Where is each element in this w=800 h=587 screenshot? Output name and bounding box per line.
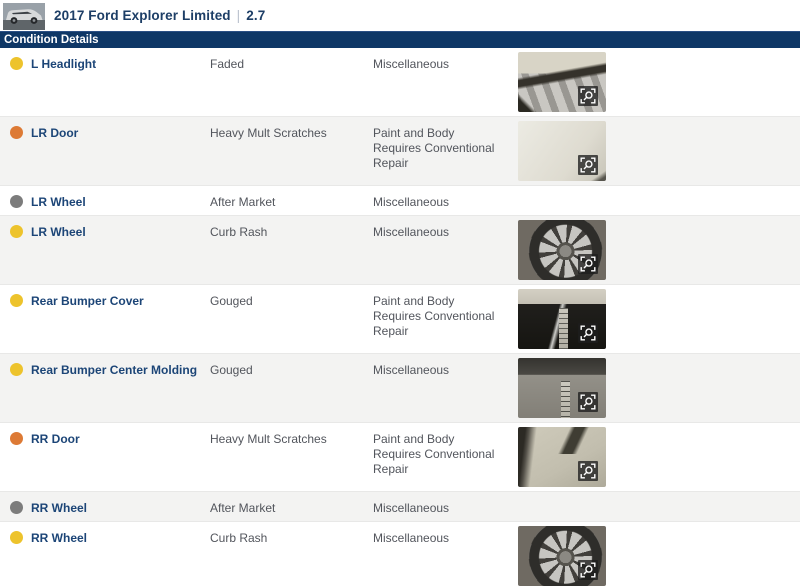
repair-type: Miscellaneous: [373, 57, 450, 71]
magnifier-icon[interactable]: [578, 461, 598, 481]
part-name-link[interactable]: RR Wheel: [31, 531, 88, 545]
damage-photo-thumbnail[interactable]: [518, 358, 606, 418]
magnifier-icon[interactable]: [578, 323, 598, 343]
part-name-link[interactable]: L Headlight: [31, 57, 97, 71]
repair-type: Miscellaneous: [373, 501, 450, 515]
condition-row: [0, 422, 800, 491]
condition-row: [0, 284, 800, 353]
section-header-bar: [0, 31, 800, 48]
damage-description: After Market: [210, 501, 276, 515]
severity-dot-icon-gray: [10, 501, 23, 514]
photo-cell: [518, 186, 606, 194]
severity-dot-icon-yellow: [10, 531, 23, 544]
repair-type: Paint and Body Requires Conventional Repair: [373, 294, 495, 338]
title-separator: |: [236, 8, 241, 23]
repair-type: Miscellaneous: [373, 531, 450, 545]
condition-row: [0, 491, 800, 521]
damage-description: After Market: [210, 195, 276, 209]
magnifier-icon[interactable]: [578, 392, 598, 412]
vehicle-title-text: 2017 Ford Explorer Limited: [54, 8, 231, 23]
photo-cell: [518, 492, 606, 500]
part-name-link[interactable]: LR Wheel: [31, 225, 86, 239]
photo-cell: [518, 48, 606, 116]
repair-type: Paint and Body Requires Conventional Repair: [373, 432, 495, 476]
magnifier-icon[interactable]: [578, 86, 598, 106]
damage-description: Gouged: [210, 294, 253, 308]
condition-rows-list: [0, 48, 800, 587]
condition-row: [0, 353, 800, 422]
part-name-link[interactable]: RR Door: [31, 432, 80, 446]
photo-cell: [518, 117, 606, 185]
damage-photo-thumbnail[interactable]: [518, 289, 606, 349]
repair-type: Miscellaneous: [373, 195, 450, 209]
damage-photo-thumbnail[interactable]: [518, 52, 606, 112]
part-name-link[interactable]: RR Wheel: [31, 501, 88, 515]
severity-dot-icon-gray: [10, 195, 23, 208]
damage-photo-thumbnail[interactable]: [518, 220, 606, 280]
section-title: Condition Details: [4, 34, 99, 46]
vehicle-title: [54, 8, 265, 23]
repair-type: Paint and Body Requires Conventional Repair: [373, 126, 495, 170]
damage-description: Faded: [210, 57, 245, 71]
condition-row: [0, 215, 800, 284]
severity-dot-icon-yellow: [10, 57, 23, 70]
vehicle-subtitle: 2.7: [246, 8, 266, 23]
severity-dot-icon-orange: [10, 126, 23, 139]
severity-dot-icon-orange: [10, 432, 23, 445]
damage-photo-thumbnail[interactable]: [518, 526, 606, 586]
photo-cell: [518, 522, 606, 587]
condition-row: [0, 116, 800, 185]
damage-description: Curb Rash: [210, 531, 268, 545]
part-name-link[interactable]: LR Wheel: [31, 195, 86, 209]
condition-row: [0, 521, 800, 587]
damage-photo-thumbnail[interactable]: [518, 427, 606, 487]
damage-description: Heavy Mult Scratches: [210, 432, 327, 446]
damage-description: Gouged: [210, 363, 253, 377]
photo-cell: [518, 354, 606, 422]
part-name-link[interactable]: Rear Bumper Center Molding: [31, 363, 198, 377]
magnifier-icon[interactable]: [578, 254, 598, 274]
part-name-link[interactable]: LR Door: [31, 126, 79, 140]
vehicle-thumbnail-icon[interactable]: [3, 3, 45, 30]
condition-row: [0, 48, 800, 116]
severity-dot-icon-yellow: [10, 294, 23, 307]
photo-cell: [518, 423, 606, 491]
damage-description: Heavy Mult Scratches: [210, 126, 327, 140]
part-name-link[interactable]: Rear Bumper Cover: [31, 294, 144, 308]
vehicle-header: [0, 0, 800, 31]
damage-description: Curb Rash: [210, 225, 268, 239]
repair-type: Miscellaneous: [373, 363, 450, 377]
magnifier-icon[interactable]: [578, 560, 598, 580]
damage-photo-thumbnail[interactable]: [518, 121, 606, 181]
severity-dot-icon-yellow: [10, 363, 23, 376]
condition-row: [0, 185, 800, 215]
repair-type: Miscellaneous: [373, 225, 450, 239]
photo-cell: [518, 216, 606, 284]
photo-cell: [518, 285, 606, 353]
magnifier-icon[interactable]: [578, 155, 598, 175]
severity-dot-icon-yellow: [10, 225, 23, 238]
